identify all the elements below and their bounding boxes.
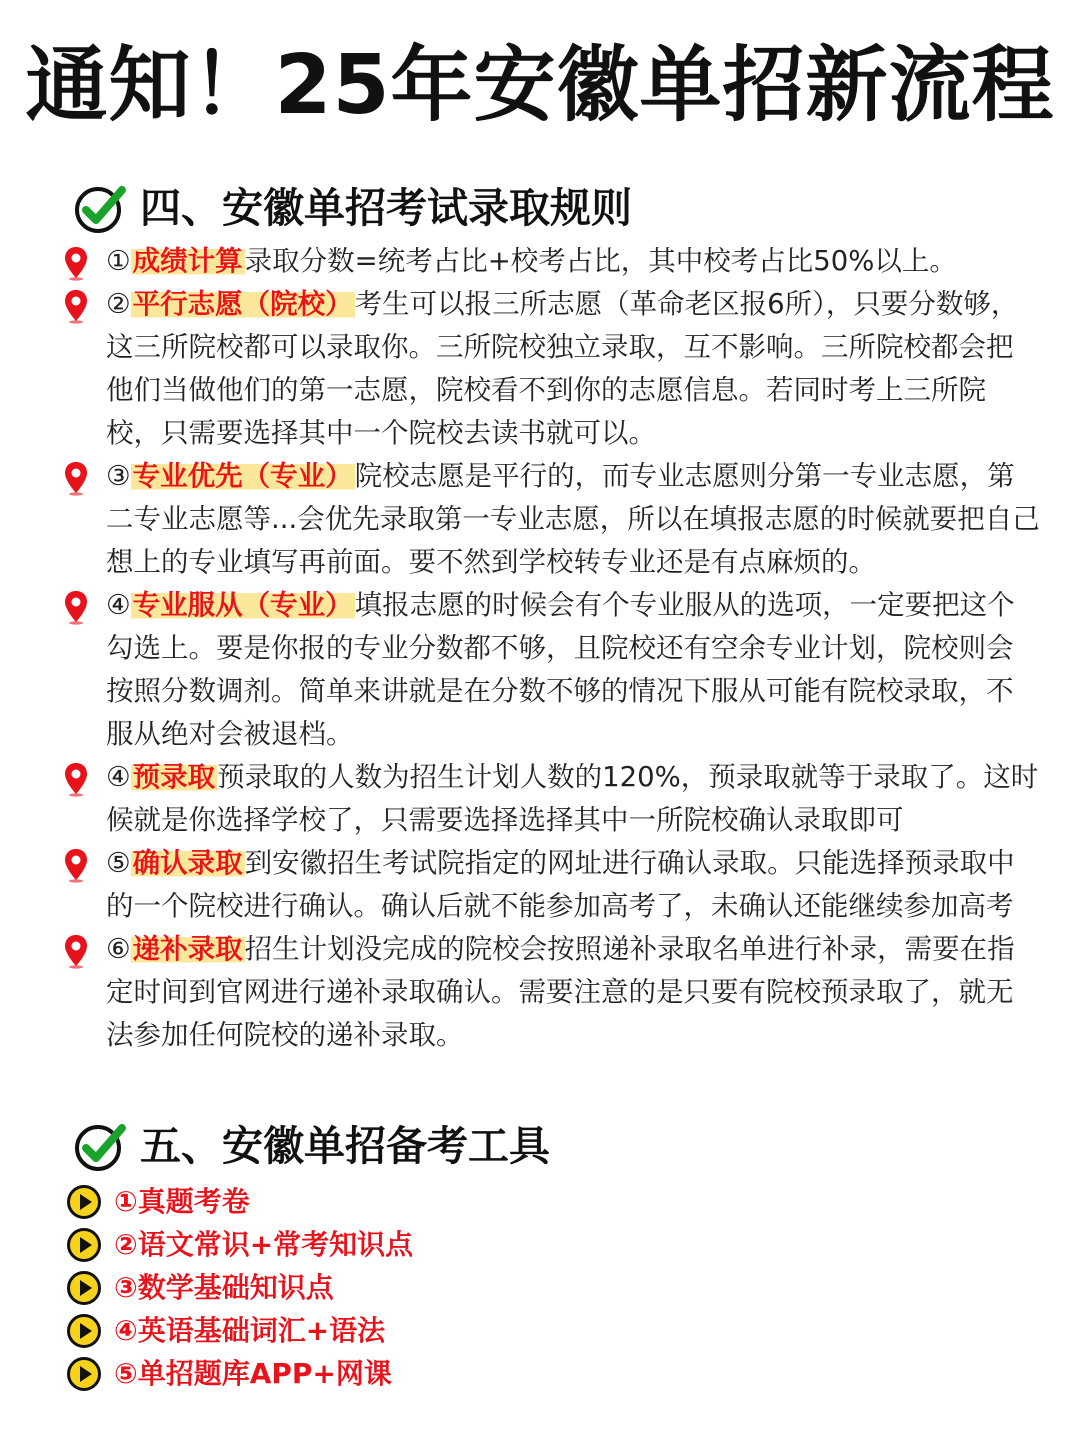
- rule-text: 院校志愿是平行的，而专业志愿则分第一专业志愿，第二专业志愿等...会优先录取第一专业志愿，所以在填报志愿的时候就要把自己想上的专业填写再前面。要不然到学校转专业还是有点麻烦的。: [106, 460, 1040, 578]
- rule-number: ③: [106, 460, 131, 492]
- rule-number: ①: [106, 245, 131, 277]
- tool-text: ③数学基础知识点: [114, 1271, 334, 1304]
- rule-item: [60, 584, 1040, 756]
- checkmark-icon: [72, 180, 128, 236]
- play-icon: [66, 1227, 102, 1263]
- rule-item: [60, 283, 1040, 455]
- tool-item: [66, 1309, 413, 1352]
- section-heading-rules: [72, 178, 632, 238]
- tools-list: [66, 1180, 413, 1395]
- location-pin-icon: [62, 933, 90, 969]
- tool-text: ④英语基础词汇+语法: [114, 1314, 386, 1347]
- rule-text: 填报志愿的时候会有个专业服从的选项，一定要把这个勾选上。要是你报的专业分数都不够，且院校还有空余专业计划，院校则会按照分数调剂。简单来讲就是在分数不够的情况下服从可能有院校录取，不服从绝对会被退档。: [106, 589, 1015, 750]
- location-pin-icon: [62, 245, 90, 281]
- section-heading-text: 五、安徽单招备考工具: [140, 1122, 550, 1170]
- rule-label: 确认录取: [132, 847, 243, 879]
- play-icon: [66, 1270, 102, 1306]
- rule-label: 预录取: [132, 761, 216, 793]
- tool-text: ②语文常识+常考知识点: [114, 1228, 414, 1261]
- rule-label: 平行志愿（院校）: [132, 288, 353, 320]
- rule-item: [60, 240, 1040, 283]
- section-heading-text: 四、安徽单招考试录取规则: [140, 184, 632, 232]
- tool-item: [66, 1223, 413, 1266]
- location-pin-icon: [62, 847, 90, 883]
- tool-item: [66, 1352, 413, 1395]
- tool-item: [66, 1266, 413, 1309]
- location-pin-icon: [62, 761, 90, 797]
- checkmark-icon: [72, 1118, 128, 1174]
- rule-text: 考生可以报三所志愿（革命老区报6所），只要分数够，这三所院校都可以录取你。三所院校独立录取，互不影响。三所院校都会把他们当做他们的第一志愿，院校看不到你的志愿信息。若同时考上三所院校，只需要选择其中一个院校去读书就可以。: [106, 288, 1019, 449]
- rule-number: ⑤: [106, 847, 131, 879]
- rule-text: 招生计划没完成的院校会按照递补录取名单进行补录，需要在指定时间到官网进行递补录取确认。需要注意的是只要有院校预录取了，就无法参加任何院校的递补录取。: [106, 933, 1015, 1051]
- rule-number: ④: [106, 761, 131, 793]
- tool-text: ①真题考卷: [114, 1185, 250, 1218]
- rule-number: ②: [106, 288, 131, 320]
- page-title: 通知！25年安徽单招新流程: [25, 38, 1055, 133]
- play-icon: [66, 1313, 102, 1349]
- tool-text: ⑤单招题库APP+网课: [114, 1357, 392, 1390]
- play-icon: [66, 1356, 102, 1392]
- rule-text: 录取分数=统考占比+校考占比，其中校考占比50%以上。: [244, 245, 957, 277]
- rule-number: ⑥: [106, 933, 131, 965]
- tool-item: [66, 1180, 413, 1223]
- rule-text: 预录取的人数为招生计划人数的120%，预录取就等于录取了。这时候就是你选择学校了，只需要选择选择其中一所院校确认录取即可: [106, 761, 1039, 836]
- rule-item: [60, 842, 1040, 928]
- rules-list: [60, 240, 1040, 1057]
- rule-item: [60, 756, 1040, 842]
- rule-label: 成绩计算: [132, 245, 243, 277]
- section-heading-tools: [72, 1116, 550, 1176]
- rule-label: 专业服从（专业）: [132, 589, 353, 621]
- rule-label: 专业优先（专业）: [132, 460, 353, 492]
- play-icon: [66, 1184, 102, 1220]
- location-pin-icon: [62, 589, 90, 625]
- rule-item: [60, 928, 1040, 1057]
- location-pin-icon: [62, 460, 90, 496]
- rule-text: 到安徽招生考试院指定的网址进行确认录取。只能选择预录取中的一个院校进行确认。确认后就不能参加高考了，未确认还能继续参加高考: [106, 847, 1015, 922]
- location-pin-icon: [62, 288, 90, 324]
- rule-label: 递补录取: [132, 933, 243, 965]
- rule-number: ④: [106, 589, 131, 621]
- rule-item: [60, 455, 1040, 584]
